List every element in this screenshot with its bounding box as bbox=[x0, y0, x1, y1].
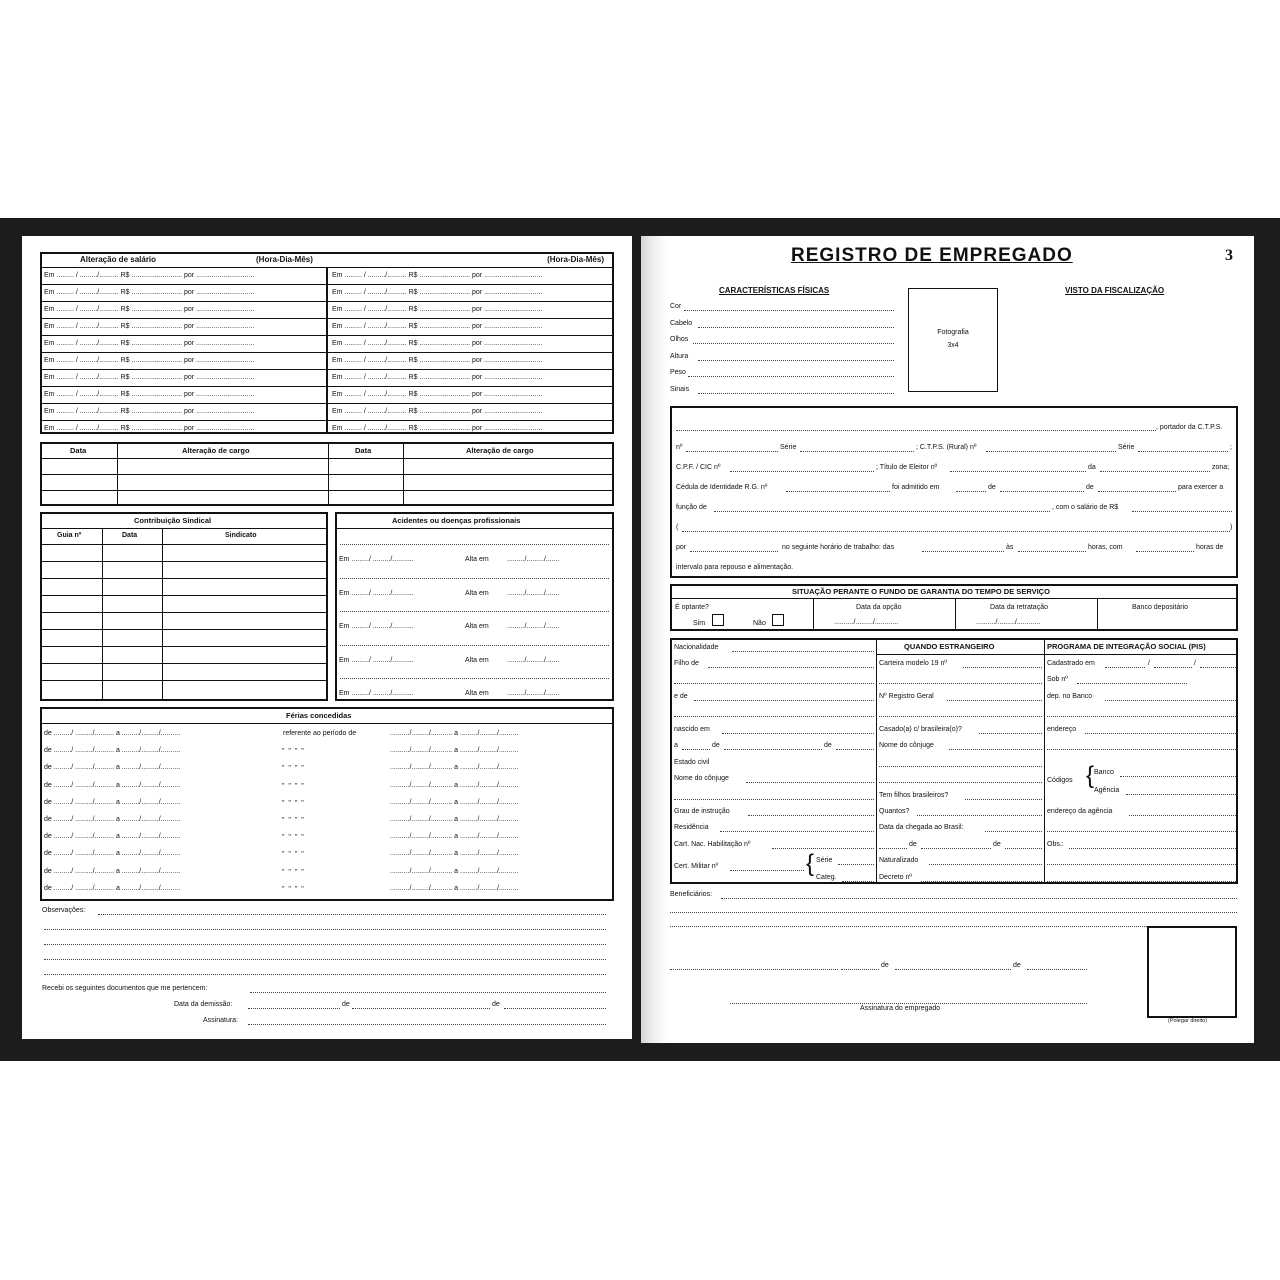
registered-slash: / bbox=[1148, 660, 1150, 667]
education-label-line bbox=[748, 815, 874, 816]
hours-with-label: horas, com bbox=[1088, 544, 1123, 551]
nationality-label: Nacionalidade bbox=[674, 644, 719, 651]
accident-alta-label: Alta em bbox=[465, 556, 489, 563]
physical-field-label: Olhos bbox=[670, 336, 689, 343]
salary-row-left: Em ......... / ........./.......... R$ .......................... por .............................. bbox=[44, 340, 255, 347]
option-date-label: Data da opção bbox=[856, 604, 902, 611]
naturalized-label-line bbox=[929, 864, 1042, 865]
vacation-row-right: ........../........./........... a ........./........./.......... bbox=[390, 884, 519, 892]
born-de2-label: de bbox=[824, 742, 832, 749]
ctps-label: , portador da C.T.P.S. bbox=[1156, 424, 1223, 431]
salary-row-divider bbox=[42, 335, 612, 336]
option-date-value: ........../........./............ bbox=[834, 619, 899, 626]
salary-row-left: Em ......... / ........./.......... R$ .......................... por .............................. bbox=[44, 357, 255, 364]
salary-row-divider bbox=[42, 301, 612, 302]
model19-label: Carteira modelo 19 nº bbox=[879, 660, 947, 667]
agency-address-label: endereço da agência bbox=[1047, 808, 1113, 815]
admitted-label: foi admitido em bbox=[892, 484, 940, 491]
physical-field-line bbox=[698, 327, 894, 328]
paren-open: ( bbox=[676, 524, 679, 531]
signature-date-de: de bbox=[881, 962, 889, 969]
arrival-line-1 bbox=[879, 848, 907, 849]
accident-alta-date: ........./........./....... bbox=[507, 656, 560, 664]
hours-of-label: horas de bbox=[1196, 544, 1224, 551]
children-label-line bbox=[965, 799, 1042, 800]
registered-slash-2: / bbox=[1194, 660, 1196, 667]
model19-label-line bbox=[963, 667, 1042, 668]
observacoes-label: Observações: bbox=[42, 907, 86, 914]
cargo-change-header-2: Alteração de cargo bbox=[466, 446, 534, 455]
ctps-number-label: nº bbox=[676, 444, 683, 451]
blank-line bbox=[879, 766, 1042, 767]
accident-date: Em ........./ ........./........... bbox=[339, 623, 414, 630]
arrival-date-label: Data da chegada ao Brasil: bbox=[879, 824, 964, 831]
cargo-date-header-2: Data bbox=[355, 446, 372, 455]
vacation-title: Férias concedidas bbox=[286, 711, 352, 720]
vacation-row-left: de ........./ ........./.......... a ........./........./.......... bbox=[44, 850, 181, 858]
salary-row-left: Em ......... / ........./.......... R$ .......................... por .............................. bbox=[44, 374, 255, 381]
page-title: REGISTRO DE EMPREGADO bbox=[791, 245, 1073, 266]
salary-row-divider bbox=[42, 318, 612, 319]
blank-line bbox=[879, 716, 1042, 717]
fgts-nao-label: Não bbox=[753, 620, 766, 627]
retraction-date-value: ........../........./............ bbox=[976, 619, 1041, 626]
fgts-optante-label: É optante? bbox=[675, 604, 709, 611]
blank-line bbox=[1047, 716, 1236, 717]
signature-date-de-2: de bbox=[1013, 962, 1021, 969]
father-label-line bbox=[708, 667, 874, 668]
accidents-title: Acidentes ou doenças profissionais bbox=[392, 516, 521, 525]
serie-label: Série bbox=[780, 444, 797, 451]
salary-unit-right: (Hora-Dia-Mês) bbox=[547, 255, 604, 264]
vacation-row-left: de ........./ ........./.......... a ........./........./.......... bbox=[44, 798, 181, 806]
sindical-row-divider bbox=[42, 680, 326, 681]
pis-address-label: endereço bbox=[1047, 726, 1077, 733]
vacation-row-left: de ........./ ........./.......... a ........./........./.......... bbox=[44, 884, 181, 892]
codes-agency-label: Agência bbox=[1094, 787, 1120, 794]
interval-label: intervalo para repouso e alimentação. bbox=[676, 564, 794, 571]
vacation-reference-label: referente ao período de bbox=[283, 730, 357, 737]
photo-label: Fotografia bbox=[937, 329, 969, 336]
pis-obs-label: Obs.: bbox=[1047, 841, 1064, 848]
military-cert-line bbox=[730, 870, 804, 871]
arrival-de-2: de bbox=[993, 841, 1001, 848]
driver-license-label: Cart. Nac. Habilitação nº bbox=[674, 841, 751, 848]
salary-row-divider bbox=[42, 386, 612, 387]
how-many-label: Quantos? bbox=[879, 808, 910, 815]
registered-label: Cadastrado em bbox=[1047, 660, 1095, 667]
retraction-date-label: Data da retratação bbox=[990, 604, 1048, 611]
born-de-line bbox=[724, 749, 822, 750]
mother-label-line bbox=[694, 700, 874, 701]
sindical-row-divider bbox=[42, 561, 326, 562]
salary-row-divider bbox=[42, 403, 612, 404]
cargo-change-table bbox=[40, 442, 614, 506]
physical-field-line bbox=[698, 393, 894, 394]
vacation-row-right: ........../........./........... a ........./........./.......... bbox=[390, 867, 519, 875]
signature-label: Assinatura: bbox=[203, 1017, 239, 1024]
vacation-row-left: de ........./ ........./.......... a ........./........./.......... bbox=[44, 730, 181, 737]
father-label: Filho de bbox=[674, 660, 699, 667]
accident-date: Em ........./ ........./........... bbox=[339, 589, 414, 597]
blank-line bbox=[674, 683, 874, 684]
accident-date: Em ........./ ........./........... bbox=[339, 656, 414, 664]
accident-alta-date: ........./........./....... bbox=[507, 623, 560, 630]
salary-change-table bbox=[40, 252, 614, 434]
salary-row-left: Em ......... / ........./.......... R$ .......................... por .............................. bbox=[44, 323, 255, 330]
sindical-row-divider bbox=[42, 646, 326, 647]
residence-label: Residência bbox=[674, 824, 709, 831]
zona-label: zona; bbox=[1212, 464, 1230, 471]
physical-field-line bbox=[684, 310, 894, 311]
foreign-spouse-label: Nome do cônjuge bbox=[879, 742, 934, 749]
born-de-label: de bbox=[712, 742, 720, 749]
dismissal-date-label: Data da demissão: bbox=[174, 1001, 233, 1008]
arrival-date-label-line bbox=[985, 831, 1042, 832]
union-contribution-table bbox=[40, 512, 328, 701]
accident-date: Em ........./ ........./........... bbox=[339, 690, 414, 697]
accident-blank-line bbox=[340, 678, 609, 679]
blank-line bbox=[1047, 749, 1236, 750]
left-page bbox=[22, 236, 632, 1039]
vacation-row-left: de ........./ ........./.......... a ........./........./.......... bbox=[44, 867, 181, 875]
accident-alta-date: ........./........./....... bbox=[507, 556, 560, 563]
salary-row-right: Em ......... / ........./.......... R$ .......................... por .............................. bbox=[332, 323, 543, 330]
beneficiaries-label: Beneficiários: bbox=[670, 891, 713, 898]
born-label: nascido em bbox=[674, 726, 710, 733]
salary-row-right: Em ......... / ........./.......... R$ .......................... por .............................. bbox=[332, 425, 543, 432]
accident-date: Em ........./ ........./........... bbox=[339, 556, 414, 563]
vacation-row-right: ........../........./........... a ........./........./.......... bbox=[390, 764, 519, 772]
salary-row-right: Em ......... / ........./.......... R$ .......................... por .............................. bbox=[332, 289, 543, 296]
blank-line bbox=[674, 716, 874, 717]
cargo-date-header: Data bbox=[70, 446, 87, 455]
fgts-sim-checkbox[interactable] bbox=[712, 614, 724, 626]
vacation-row-right: ........../........./........... a ........./........./.......... bbox=[390, 781, 519, 789]
accident-blank-line bbox=[340, 544, 609, 545]
da-label: da bbox=[1088, 464, 1096, 471]
accident-alta-label: Alta em bbox=[465, 656, 489, 664]
vacation-row-left: de ........./ ........./.......... a ........./........./.......... bbox=[44, 781, 181, 789]
vacation-ditto-marks: " " " " bbox=[282, 851, 305, 859]
salary-row-right: Em ......... / ........./.......... R$ .......................... por .............................. bbox=[332, 391, 543, 398]
fgts-title: SITUAÇÃO PERANTE O FUNDO DE GARANTIA DO TEMPO DE SERVIÇO bbox=[792, 587, 1050, 596]
photo-size-label: 3x4 bbox=[947, 342, 959, 349]
vacation-row-left: de ........./ ........./.......... a ........./........./.......... bbox=[44, 833, 181, 841]
vacation-table bbox=[40, 707, 614, 901]
children-label: Tem filhos brasileiros? bbox=[879, 792, 949, 799]
cpf-label: C.P.F. / CIC nº bbox=[676, 464, 721, 471]
registered-line-3 bbox=[1200, 667, 1236, 668]
spouse-label: Nome do cônjuge bbox=[674, 775, 729, 782]
salary-row-left: Em ......... / ........./.......... R$ .......................... por .............................. bbox=[44, 289, 255, 296]
naturalized-label: Naturalizado bbox=[879, 857, 919, 864]
born-de2-line bbox=[836, 749, 874, 750]
vacation-row-left: de ........./ ........./.......... a ........./........./.......... bbox=[44, 764, 181, 772]
sindical-row-divider bbox=[42, 663, 326, 664]
dismissal-de: de bbox=[342, 1001, 350, 1008]
schedule-label: no seguinte horário de trabalho: das bbox=[782, 544, 895, 551]
sindical-row-divider bbox=[42, 578, 326, 579]
salary-row-divider bbox=[42, 369, 612, 370]
pis-number-label: Sob nº bbox=[1047, 676, 1068, 683]
registered-line-2 bbox=[1154, 667, 1192, 668]
fgts-nao-checkbox[interactable] bbox=[772, 614, 784, 626]
vacation-ditto-marks: " " " " bbox=[282, 834, 305, 842]
ctps-rural-label: ; C.T.P.S. (Rural) nº bbox=[916, 444, 977, 451]
depository-bank-label: Banco depositário bbox=[1132, 604, 1189, 611]
vacation-row-right: ........../........./........... a ........./........./.......... bbox=[390, 747, 519, 755]
vacation-ditto-marks: " " " " bbox=[282, 817, 305, 824]
agency-address-label-line bbox=[1129, 815, 1236, 816]
born-a-line bbox=[682, 749, 710, 750]
photo-box bbox=[908, 288, 998, 392]
married-label-line bbox=[979, 733, 1042, 734]
blank-line bbox=[1047, 864, 1236, 865]
blank-line bbox=[1047, 831, 1236, 832]
por-label: por bbox=[676, 544, 687, 551]
salary-row-right: Em ......... / ........./.......... R$ .......................... por .............................. bbox=[332, 374, 543, 381]
born-label-line bbox=[722, 733, 874, 734]
right-page bbox=[641, 236, 1254, 1043]
military-serie-label: Série bbox=[816, 857, 833, 864]
codes-label: Códigos bbox=[1047, 777, 1073, 784]
physical-field-label: Sinais bbox=[670, 385, 690, 393]
vacation-row-right: ........../........./........... a ........./........./.......... bbox=[390, 730, 519, 737]
military-categ-label: Categ. bbox=[816, 874, 837, 881]
codes-brace: { bbox=[1086, 762, 1095, 789]
military-brace: { bbox=[806, 850, 815, 877]
vacation-ditto-marks: " " " " bbox=[282, 748, 305, 756]
blank-line bbox=[879, 782, 1042, 783]
sindical-row-divider bbox=[42, 595, 326, 596]
general-registry-label-line bbox=[947, 700, 1042, 701]
personal-info-box bbox=[670, 638, 1238, 884]
education-label: Grau de instrução bbox=[674, 808, 730, 815]
accident-alta-label: Alta em bbox=[465, 589, 489, 597]
salary-unit-left: (Hora-Dia-Mês) bbox=[256, 255, 313, 264]
decree-label-line bbox=[921, 881, 1042, 882]
mother-label: e de bbox=[674, 693, 688, 700]
salary-row-left: Em ......... / ........./.......... R$ .......................... por .............................. bbox=[44, 272, 255, 279]
funcao-label: função de bbox=[676, 504, 707, 511]
vacation-row-right: ........../........./........... a ........./........./.......... bbox=[390, 850, 519, 858]
guia-header: Guia nº bbox=[57, 532, 82, 539]
thumbprint-box bbox=[1147, 926, 1237, 1018]
vacation-row-right: ........../........./........... a ........./........./.......... bbox=[390, 816, 519, 823]
arrival-line-3 bbox=[1005, 848, 1042, 849]
arrival-de: de bbox=[909, 841, 917, 848]
accident-blank-line bbox=[340, 645, 609, 646]
salary-row-left: Em ......... / ........./.......... R$ .......................... por .............................. bbox=[44, 408, 255, 415]
vacation-ditto-marks: " " " " bbox=[282, 799, 305, 807]
vacation-ditto-marks: " " " " bbox=[282, 782, 305, 790]
vacation-ditto-marks: " " " " bbox=[282, 868, 305, 876]
residence-label-line bbox=[720, 831, 874, 832]
driver-license-label-line bbox=[772, 848, 874, 849]
dismissal-de-2: de bbox=[492, 1001, 500, 1008]
accident-alta-date: ........./........./....... bbox=[507, 690, 560, 697]
vacation-ditto-marks: " " " " bbox=[282, 885, 305, 893]
foreigner-title: QUANDO ESTRANGEIRO bbox=[904, 642, 995, 651]
documents-received-label: Recebi os seguintes documentos que me pertencem: bbox=[42, 985, 208, 992]
arrival-line-2 bbox=[921, 848, 991, 849]
married-label: Casado(a) c/ brasileira(o)? bbox=[879, 726, 962, 733]
semicolon: ; bbox=[1230, 444, 1232, 451]
fgts-sim-label: Sim bbox=[693, 620, 706, 627]
employee-signature-label: Assinatura do empregado bbox=[860, 1005, 941, 1012]
vacation-row-left: de ........./ ........./.......... a ........./........./.......... bbox=[44, 816, 181, 823]
vacation-row-right: ........../........./........... a ........./........./.......... bbox=[390, 798, 519, 806]
salary-row-right: Em ......... / ........./.......... R$ .......................... por .............................. bbox=[332, 272, 543, 279]
cargo-change-header: Alteração de cargo bbox=[182, 446, 250, 455]
accident-blank-line bbox=[340, 578, 609, 579]
physical-field-line bbox=[698, 360, 894, 361]
accident-blank-line bbox=[340, 611, 609, 612]
decree-label: Decreto nº bbox=[879, 874, 912, 881]
physical-field-label: Peso bbox=[670, 369, 686, 376]
fgts-box bbox=[670, 584, 1238, 631]
salary-row-divider bbox=[42, 284, 612, 285]
serie-label-2: Série bbox=[1118, 444, 1135, 451]
paren-close: ) bbox=[1230, 524, 1233, 531]
salary-row-divider bbox=[42, 420, 612, 421]
page-number: 3 bbox=[1225, 247, 1233, 264]
physical-characteristics-title: CARACTERÍSTICAS FÍSICAS bbox=[719, 286, 830, 295]
military-cert-label: Cert. Militar nº bbox=[674, 863, 719, 870]
codes-bank-label: Banco bbox=[1094, 769, 1114, 776]
accident-alta-date: ........./........./....... bbox=[507, 589, 560, 597]
how-many-label-line bbox=[917, 815, 1042, 816]
sindical-date-header: Data bbox=[122, 532, 138, 539]
bank-deposit-label-line bbox=[1105, 700, 1236, 701]
accident-alta-label: Alta em bbox=[465, 690, 489, 697]
pis-address-label-line bbox=[1085, 733, 1236, 734]
vacation-ditto-marks: " " " " bbox=[282, 765, 305, 773]
physical-field-label: Altura bbox=[670, 352, 689, 360]
foreign-spouse-label-line bbox=[949, 749, 1042, 750]
salary-row-right: Em ......... / ........./.......... R$ .......................... por .............................. bbox=[332, 306, 543, 313]
employee-statement-box bbox=[670, 406, 1238, 578]
salary-row-right: Em ......... / ........./.......... R$ .......................... por .............................. bbox=[332, 357, 543, 364]
accident-alta-label: Alta em bbox=[465, 623, 489, 630]
blank-line bbox=[1047, 881, 1236, 882]
thumbprint-label: (Polegar direito) bbox=[1168, 1018, 1208, 1024]
salary-row-divider bbox=[42, 352, 612, 353]
salary-row-left: Em ......... / ........./.......... R$ .......................... por .............................. bbox=[44, 425, 255, 432]
vacation-row-right: ........../........./........... a ........./........./.......... bbox=[390, 833, 519, 841]
pis-obs-label-line bbox=[1069, 848, 1236, 849]
accidents-table bbox=[335, 512, 614, 701]
admitted-de-2: de bbox=[1086, 484, 1094, 491]
rg-label: Cédula de Identidade R.G. nº bbox=[676, 484, 768, 491]
voter-id-label: ; Título de Eleitor nº bbox=[876, 464, 938, 471]
salary-change-header bbox=[42, 254, 612, 268]
salary-row-left: Em ......... / ........./.......... R$ .......................... por .............................. bbox=[44, 391, 255, 398]
general-registry-label: Nº Registro Geral bbox=[879, 693, 934, 700]
salary-change-title: Alteração de salário bbox=[80, 255, 157, 264]
born-a-label: a bbox=[674, 742, 678, 749]
blank-line bbox=[674, 799, 874, 800]
physical-field-line bbox=[688, 376, 894, 377]
salary-label: , com o salário de R$ bbox=[1052, 504, 1119, 511]
sindicato-header: Sindicato bbox=[225, 532, 257, 539]
salary-row-right: Em ......... / ........./.......... R$ .......................... por .............................. bbox=[332, 408, 543, 415]
physical-field-line bbox=[693, 343, 894, 344]
exercer-label: para exercer a bbox=[1178, 484, 1224, 491]
registered-line-1 bbox=[1105, 667, 1145, 668]
salary-row-right: Em ......... / ........./.......... R$ .......................... por .............................. bbox=[332, 340, 543, 347]
nationality-label-line bbox=[732, 651, 874, 652]
physical-field-label: Cabelo bbox=[670, 319, 693, 327]
sindical-row-divider bbox=[42, 612, 326, 613]
pis-number-line bbox=[1077, 683, 1187, 684]
salary-row-left: Em ......... / ........./.......... R$ .......................... por .............................. bbox=[44, 306, 255, 313]
union-contribution-title: Contribuição Sindical bbox=[134, 516, 212, 525]
marital-status-label: Estado civil bbox=[674, 759, 710, 766]
as-label: às bbox=[1006, 544, 1014, 551]
sindical-row-divider bbox=[42, 629, 326, 630]
sindical-row-divider bbox=[42, 544, 326, 545]
pis-title: PROGRAMA DE INTEGRAÇÃO SOCIAL (PIS) bbox=[1047, 642, 1206, 651]
vacation-row-left: de ........./ ........./.......... a ........./........./.......... bbox=[44, 747, 181, 755]
admitted-de: de bbox=[988, 484, 996, 491]
bank-deposit-label: dep. no Banco bbox=[1047, 693, 1093, 700]
physical-field-label: Cor bbox=[670, 303, 682, 310]
spouse-label-line bbox=[746, 782, 874, 783]
blank-line bbox=[879, 683, 1042, 684]
inspection-visa-title: VISTO DA FISCALIZAÇÃO bbox=[1065, 286, 1165, 295]
